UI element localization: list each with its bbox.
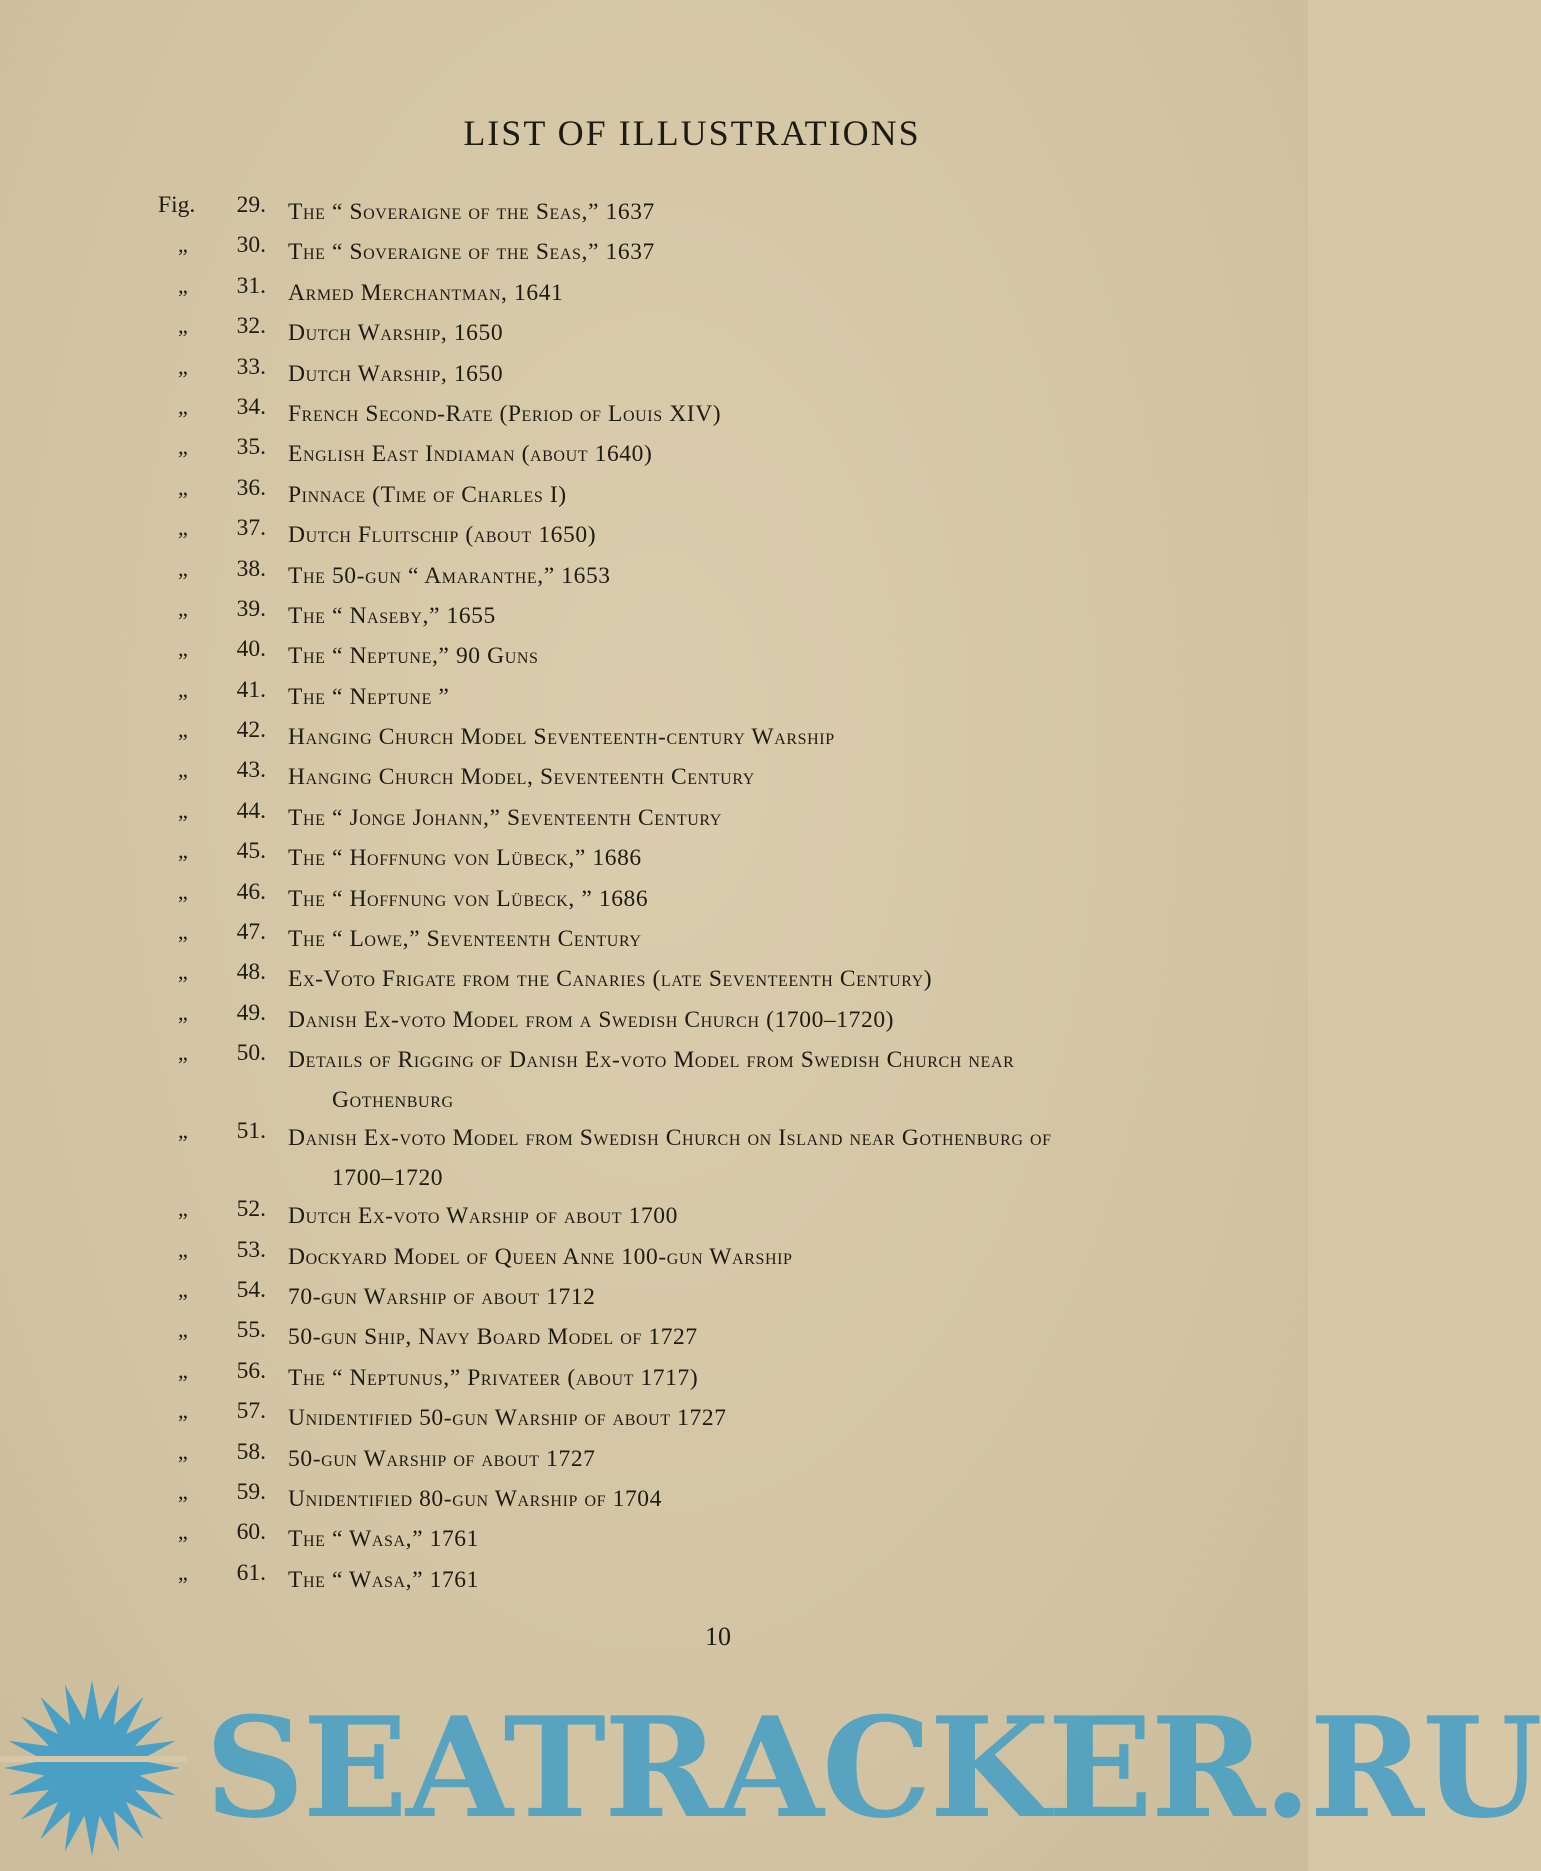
figure-number: 52. — [236, 1196, 266, 1223]
caption-line: The “ Wasa,” 1761 — [288, 1526, 480, 1553]
figure-number: 58. — [236, 1438, 266, 1465]
caption-line: Dutch Fluitschip (about 1650) — [288, 522, 597, 549]
caption-line: Dutch Warship, 1650 — [288, 320, 504, 347]
figure-number: 36. — [236, 474, 266, 501]
figure-number: 29. — [236, 192, 266, 218]
list-item — [0, 953, 1308, 993]
caption-line: The “ Jonge Johann,” Seventeenth Century — [288, 804, 722, 831]
figure-number: 35. — [236, 434, 266, 461]
ditto-mark: „ — [178, 838, 188, 864]
caption-line: The “ Hoffnung von Lübeck, ” 1686 — [288, 885, 649, 912]
ditto-mark: „ — [178, 555, 188, 581]
ditto-mark: „ — [178, 1276, 188, 1302]
ditto-mark: „ — [178, 1040, 188, 1066]
figure-number: 56. — [236, 1357, 266, 1384]
ditto-mark: „ — [178, 515, 188, 541]
list-item — [0, 1473, 1308, 1513]
caption-line: Danish Ex-voto Model from Swedish Church on Island near Gothenburg of — [288, 1125, 1052, 1152]
caption-line: Hanging Church Model Seventeenth-century Warship — [288, 724, 835, 751]
list-item — [0, 711, 1308, 751]
caption-line: Dutch Warship, 1650 — [288, 360, 504, 387]
figure-number: 54. — [236, 1276, 266, 1303]
list-item — [0, 671, 1308, 711]
figure-number: 40. — [236, 636, 266, 663]
caption-line: Pinnace (Time of Charles I) — [288, 481, 567, 508]
figure-number: 32. — [236, 313, 266, 340]
ditto-mark: „ — [178, 1438, 188, 1464]
ditto-mark: „ — [178, 272, 188, 298]
list-item — [0, 348, 1308, 388]
caption-line: 50-gun Ship, Navy Board Model of 1727 — [288, 1324, 698, 1351]
figure-number: 60. — [236, 1519, 266, 1546]
list-item — [0, 509, 1308, 549]
caption-line: Hanging Church Model, Seventeenth Century — [288, 764, 755, 791]
list-item — [0, 792, 1308, 832]
list-item — [0, 1190, 1308, 1230]
figure-number: 50. — [236, 1040, 266, 1067]
ditto-mark: „ — [178, 393, 188, 419]
list-item — [0, 873, 1308, 913]
caption-line: The “ Soveraigne of the Seas,” 1637 — [288, 239, 655, 266]
ditto-mark: „ — [178, 1478, 188, 1504]
ditto-mark: „ — [178, 474, 188, 500]
list-item — [0, 630, 1308, 670]
ditto-mark: „ — [178, 1317, 188, 1343]
figure-number: 41. — [236, 676, 266, 703]
figure-number: 53. — [236, 1236, 266, 1263]
figure-number: 42. — [236, 717, 266, 744]
ditto-mark: „ — [178, 1357, 188, 1383]
list-item — [0, 994, 1308, 1034]
caption-line: English East Indiaman (about 1640) — [288, 441, 653, 468]
list-item — [0, 1112, 1308, 1190]
sun-burst-icon — [0, 1680, 187, 1856]
list-item — [0, 1433, 1308, 1473]
ditto-mark: „ — [178, 878, 188, 904]
caption-line: Details of Rigging of Danish Ex-voto Model from Swedish Church near — [288, 1047, 1015, 1074]
fig-label: Fig. — [158, 192, 196, 218]
list-item — [0, 913, 1308, 953]
list-item — [0, 1554, 1308, 1594]
caption-line: The “ Soveraigne of the Seas,” 1637 — [288, 199, 655, 225]
caption-line: 70-gun Warship of about 1712 — [288, 1283, 596, 1310]
caption-line: Armed Merchantman, 1641 — [288, 279, 564, 306]
list-item — [0, 832, 1308, 872]
figure-number: 47. — [236, 919, 266, 946]
ditto-mark: „ — [178, 1196, 188, 1222]
list-item — [0, 1231, 1308, 1271]
figure-number: 33. — [236, 353, 266, 380]
figure-number: 45. — [236, 838, 266, 865]
list-item — [0, 1034, 1308, 1112]
caption-line: Danish Ex-voto Model from a Swedish Church (1700–1720) — [288, 1006, 895, 1033]
ditto-mark: „ — [178, 1519, 188, 1545]
list-item — [0, 307, 1308, 347]
list-item — [0, 388, 1308, 428]
figure-number: 61. — [236, 1559, 266, 1586]
caption-line: The “ Lowe,” Seventeenth Century — [288, 926, 642, 953]
ditto-mark: „ — [178, 717, 188, 743]
figure-number: 34. — [236, 393, 266, 420]
list-item — [0, 550, 1308, 590]
figure-number: 38. — [236, 555, 266, 582]
ditto-mark: „ — [178, 434, 188, 460]
figure-number: 39. — [236, 595, 266, 622]
sun-ray — [83, 1808, 101, 1856]
ditto-mark: „ — [178, 999, 188, 1025]
figure-number: 49. — [236, 999, 266, 1026]
figure-caption — [288, 1040, 1256, 1120]
list-item — [0, 1392, 1308, 1432]
illustrations-list — [0, 186, 1308, 1594]
caption-line: Dockyard Model of Queen Anne 100-gun Warship — [288, 1243, 793, 1270]
figure-number: 48. — [236, 959, 266, 986]
figure-number: 37. — [236, 515, 266, 542]
caption-line: Unidentified 80-gun Warship of 1704 — [288, 1485, 662, 1512]
ditto-mark: „ — [178, 676, 188, 702]
ditto-mark: „ — [178, 1118, 188, 1144]
figure-number: 59. — [236, 1478, 266, 1505]
list-item — [0, 1311, 1308, 1351]
caption-line: The “ Neptune ” — [288, 683, 450, 710]
caption-line: Unidentified 50-gun Warship of about 1727 — [288, 1405, 727, 1432]
ditto-mark: „ — [178, 232, 188, 258]
list-item — [0, 1271, 1308, 1311]
caption-continuation: 1700–1720 — [332, 1165, 444, 1192]
list-item — [0, 469, 1308, 509]
list-item — [0, 428, 1308, 468]
ditto-mark: „ — [178, 959, 188, 985]
caption-line: The “ Naseby,” 1655 — [288, 602, 496, 629]
ditto-mark: „ — [178, 313, 188, 339]
caption-line: French Second-Rate (Period of Louis XIV) — [288, 400, 722, 427]
figure-number: 51. — [236, 1118, 266, 1145]
list-item — [0, 1352, 1308, 1392]
ditto-mark: „ — [178, 1236, 188, 1262]
caption-line: The “ Neptunus,” Privateer (about 1717) — [288, 1364, 699, 1391]
figure-caption — [288, 1560, 1256, 1600]
figure-number: 30. — [236, 232, 266, 259]
caption-line: The “ Wasa,” 1761 — [288, 1566, 480, 1593]
caption-line: 50-gun Warship of about 1727 — [288, 1445, 596, 1472]
ditto-mark: „ — [178, 797, 188, 823]
figure-number: 31. — [236, 272, 266, 299]
list-item — [0, 267, 1308, 307]
ditto-mark: „ — [178, 1398, 188, 1424]
figure-number: 43. — [236, 757, 266, 784]
list-item — [0, 186, 1308, 226]
page-number: 10 — [705, 1622, 731, 1651]
caption-line: The “ Neptune,” 90 Guns — [288, 643, 539, 670]
ditto-mark: „ — [178, 757, 188, 783]
ditto-mark: „ — [178, 595, 188, 621]
ditto-mark: „ — [178, 353, 188, 379]
sun-ray — [83, 1680, 101, 1728]
list-item — [0, 751, 1308, 791]
figure-number: 46. — [236, 878, 266, 905]
ditto-mark: „ — [178, 636, 188, 662]
caption-line: Dutch Ex-voto Warship of about 1700 — [288, 1203, 679, 1230]
caption-line: The “ Hoffnung von Lübeck,” 1686 — [288, 845, 642, 872]
watermark-text: SEATRACKER.RU — [205, 1686, 1541, 1849]
ditto-mark: „ — [178, 1559, 188, 1585]
list-item — [0, 590, 1308, 630]
caption-line: The 50-gun “ Amaranthe,” 1653 — [288, 562, 611, 589]
caption-continuation: Gothenburg — [332, 1087, 454, 1114]
list-item — [0, 226, 1308, 266]
caption-line: Ex-Voto Frigate from the Canaries (late Seventeenth Century) — [288, 966, 933, 993]
figure-number: 44. — [236, 797, 266, 824]
ditto-mark: „ — [178, 919, 188, 945]
figure-caption — [288, 1118, 1256, 1198]
figure-number: 57. — [236, 1398, 266, 1425]
page-title: LIST OF ILLUSTRATIONS — [463, 113, 921, 153]
list-item — [0, 1513, 1308, 1553]
figure-number: 55. — [236, 1317, 266, 1344]
